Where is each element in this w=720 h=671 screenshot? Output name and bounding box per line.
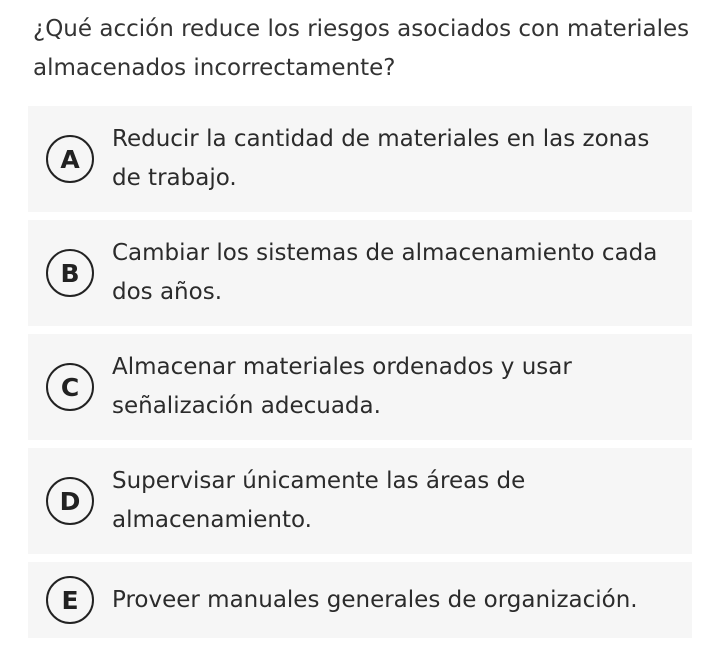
option-c[interactable] bbox=[28, 334, 692, 440]
answer-options bbox=[28, 106, 692, 638]
question-text: ¿Qué acción reduce los riesgos asociados con materiales almacenados incorrectamente? bbox=[33, 16, 690, 81]
option-d-text: Supervisar únicamente las áreas de almacenamiento. bbox=[112, 468, 526, 533]
option-letter-b-badge: B bbox=[46, 249, 94, 297]
option-e[interactable] bbox=[28, 562, 692, 638]
option-a-text: Reducir la cantidad de materiales en las zonas de trabajo. bbox=[112, 126, 650, 191]
option-e-text: Proveer manuales generales de organización. bbox=[112, 586, 638, 613]
option-a[interactable] bbox=[28, 106, 692, 212]
option-letter-d-badge: D bbox=[46, 477, 94, 525]
option-letter-e-badge: E bbox=[46, 576, 94, 624]
option-c-text: Almacenar materiales ordenados y usar señalización adecuada. bbox=[112, 354, 572, 419]
option-b[interactable] bbox=[28, 220, 692, 326]
option-letter-c-badge: C bbox=[46, 363, 94, 411]
option-d[interactable] bbox=[28, 448, 692, 554]
option-b-text: Cambiar los sistemas de almacenamiento cada dos años. bbox=[112, 240, 658, 305]
option-letter-a-badge: A bbox=[46, 135, 94, 183]
